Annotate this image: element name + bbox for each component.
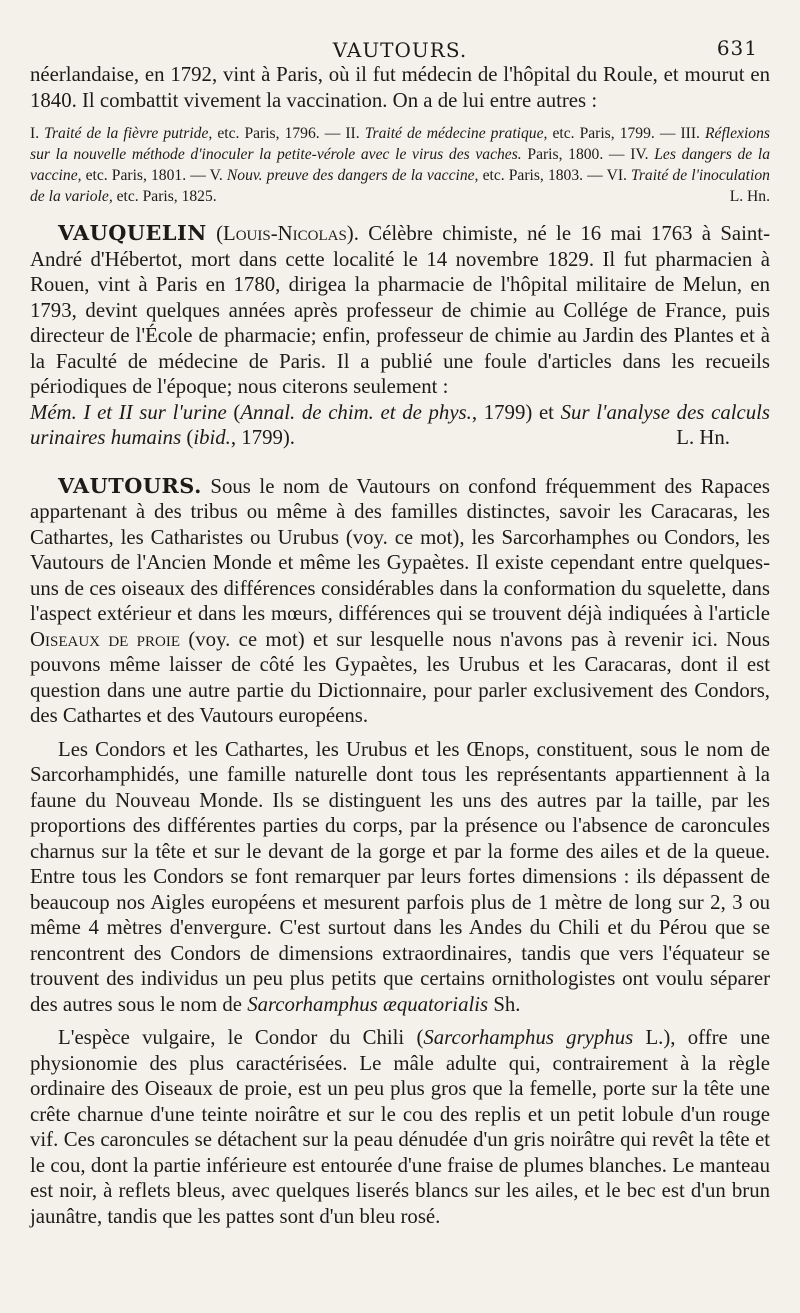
species-aequatorialis-author: Sh. [493, 992, 521, 1016]
citation-2-ibid: ibid. [193, 426, 231, 449]
bib-item-6-num: VI. [606, 167, 627, 184]
paragraph-sarcorhamphides [30, 737, 770, 1018]
page-header [30, 30, 770, 62]
bib-item-6-title: Traité de l'inoculation de la variole, [30, 167, 770, 205]
entry-vautours [30, 473, 770, 729]
continued-paragraph: néerlandaise, en 1792, vint à Paris, où il fut médecin de l'hôpital du Roule, et mourut en 1840. Il combattit vivement la vaccination. On a de lui entre autres : [30, 63, 770, 112]
citation-1-journal: Annal. de chim. et de phys. [240, 400, 472, 424]
species-gryphus: Sarcorhamphus gryphus [423, 1026, 634, 1049]
paragraph-condor-chili [30, 1025, 770, 1229]
entry-body-vautours-2: (voy. ce mot) et sur lesquelle nous n'avons pas à revenir ici. Nous pouvons même laisser de côté les Gypaètes, les Urubus et les Caracaras, dont il est question dans une autre partie du Dictionnaire, pour parler exclusivement des Condors, des Cathartes et des Vautours européens. [30, 627, 770, 727]
bib-item-2-num: II. [345, 125, 360, 142]
bib-item-2-title: Traité de médecine pratique, [364, 125, 548, 142]
entry-body-vauquelin: Célèbre chimiste, né le 16 mai 1763 à Saint-André d'Hébertot, mort dans cette localité le 14 novembre 1829. Il fut pharmacien à Rouen, vint à Paris en 1780, dirigea la pharmacie de l'hôpital militaire de Melun, en 1793, devint quelques années après professeur de chimie au Collége de France, puis directeur de l'École de pharmacie; enfin, professeur de chimie au Jardin des Plantes et à la Faculté de médecine de Paris. Il a publié une foule d'articles dans les recueils périodiques de l'époque; nous citerons seulement : [30, 222, 771, 398]
citation-1-paren: ( [233, 400, 241, 424]
paragraph-sarcorhamphides-body: Les Condors et les Cathartes, les Urubus et les Œnops, constituent, sous le nom de Sarcorhamphidés, une famille naturelle dont tous les représentants appartiennent à la faune du Nouveau Monde. Ils se distinguent les uns des autres par la taille, par les proportions des différentes parties du corps, par la présence ou l'absence de caroncules charnus sur la tête et sur le devant de la gorge et par la forme des ailes et de la queue. Entre tous les Condors se font remarquer par leurs fortes dimensions : ils dépassent de beaucoup nos Aigles européens et mesurent parfois plus de 1 mètre de long sur 2, 3 ou même 4 mètres d'envergure. C'est surtout dans les Andes du Chili et du Pérou que se rencontrent des Condors de dimensions extraordinaires, tandis que vers l'équateur se trouvent des individus un peu plus petits que certains ornithologistes ont voulu séparer des autres sous le nom de [30, 737, 770, 1016]
bib-item-4-num: IV. [630, 146, 649, 163]
entry-headword-vautours: VAUTOURS. [58, 472, 202, 498]
entry-headword-vauquelin: VAUQUELIN [58, 220, 207, 245]
paragraph-condor-chili-body: L.), offre une physionomie des plus caractérisées. Le mâle adulte qui, contrairement à la règle ordinaire des Oiseaux de proie, est un peu plus gros que la femelle, porte sur la tête une crête charnue d'une teinte noirâtre et sur le cou des replis et un petit lobule d'un rouge vif. Ces caroncules se détachent sur la peau dénudée d'un gris noirâtre qui revêt la tête et le cou, dont la partie inférieure est entourée d'une fraise de plumes blanches. Le manteau est noir, à reflets bleus, avec quelques liserés blancs sur les ailes, et le bec est d'un brun jaunâtre, tandis que les pattes sont d'un bleu rosé. [30, 1026, 771, 1228]
page-number: 631 [716, 36, 758, 60]
vauquelin-signature: L. Hn. [676, 426, 730, 449]
entry-forenames-vauquelin: (Louis-Nicolas). [216, 222, 359, 245]
bib-item-6-rest: etc. Paris, 1825. [116, 188, 217, 205]
bibliography-list [30, 123, 770, 207]
citation-2-year: , 1799). [230, 426, 296, 449]
bib-item-3-title: Réflexions sur la nouvelle méthode d'inoculer la petite-vérole avec le virus des vaches. [30, 125, 770, 163]
species-aequatorialis: Sarcorhamphus æquatorialis [247, 992, 489, 1016]
cross-reference-oiseaux: Oiseaux de proie [30, 627, 181, 651]
citation-1-year: , 1799) et [471, 400, 554, 424]
citation-1-title: Mém. I et II sur l'urine [30, 400, 227, 424]
bib-signature: L. Hn. [729, 188, 770, 205]
entry-vauquelin-citations [30, 400, 770, 451]
bib-item-2-rest: etc. Paris, 1799. — [552, 125, 676, 142]
bib-item-5-num: V. [209, 167, 223, 184]
entry-vauquelin [30, 220, 770, 400]
bib-item-4-rest: etc. Paris, 1801. — [85, 167, 206, 184]
bib-item-5-title: Nouv. preuve des dangers de la vaccine, [226, 167, 479, 184]
bib-item-5-rest: etc. Paris, 1803. — [482, 167, 603, 184]
running-title: VAUTOURS. [332, 38, 468, 62]
bib-item-1-num: I. [30, 125, 40, 142]
bib-item-1-rest: etc. Paris, 1796. — [217, 125, 341, 142]
citation-2-paren: ( [186, 426, 194, 449]
citation-2-title: Sur l'analyse des calculs urinaires humains [30, 400, 770, 449]
paragraph-condor-chili-start: L'espèce vulgaire, le Condor du Chili ( [58, 1026, 424, 1049]
bib-item-3-num: III. [680, 125, 700, 142]
bib-item-1-title: Traité de la fièvre putride, [44, 125, 213, 142]
bib-item-3-rest: Paris, 1800. — [527, 146, 625, 163]
bib-item-4-title: Les dangers de la vaccine, [30, 146, 771, 184]
entry-body-vautours-1: Sous le nom de Vautours on confond fréquemment des Rapaces appartenant à des tribus ou même à des familles distinctes, savoir les Caracaras, les Cathartes, les Catharistes ou Urubus (voy. ce mot), les Sarcorhamphes ou Condors, les Vautours de l'Ancien Monde et même les Gypaètes. Il existe cependant entre quelques-uns de ces oiseaux des différences considérables dans la conformation du squelette, dans l'aspect extérieur et dans les mœurs, différences qui se trouvent déjà indiquées à l'article [30, 474, 770, 625]
